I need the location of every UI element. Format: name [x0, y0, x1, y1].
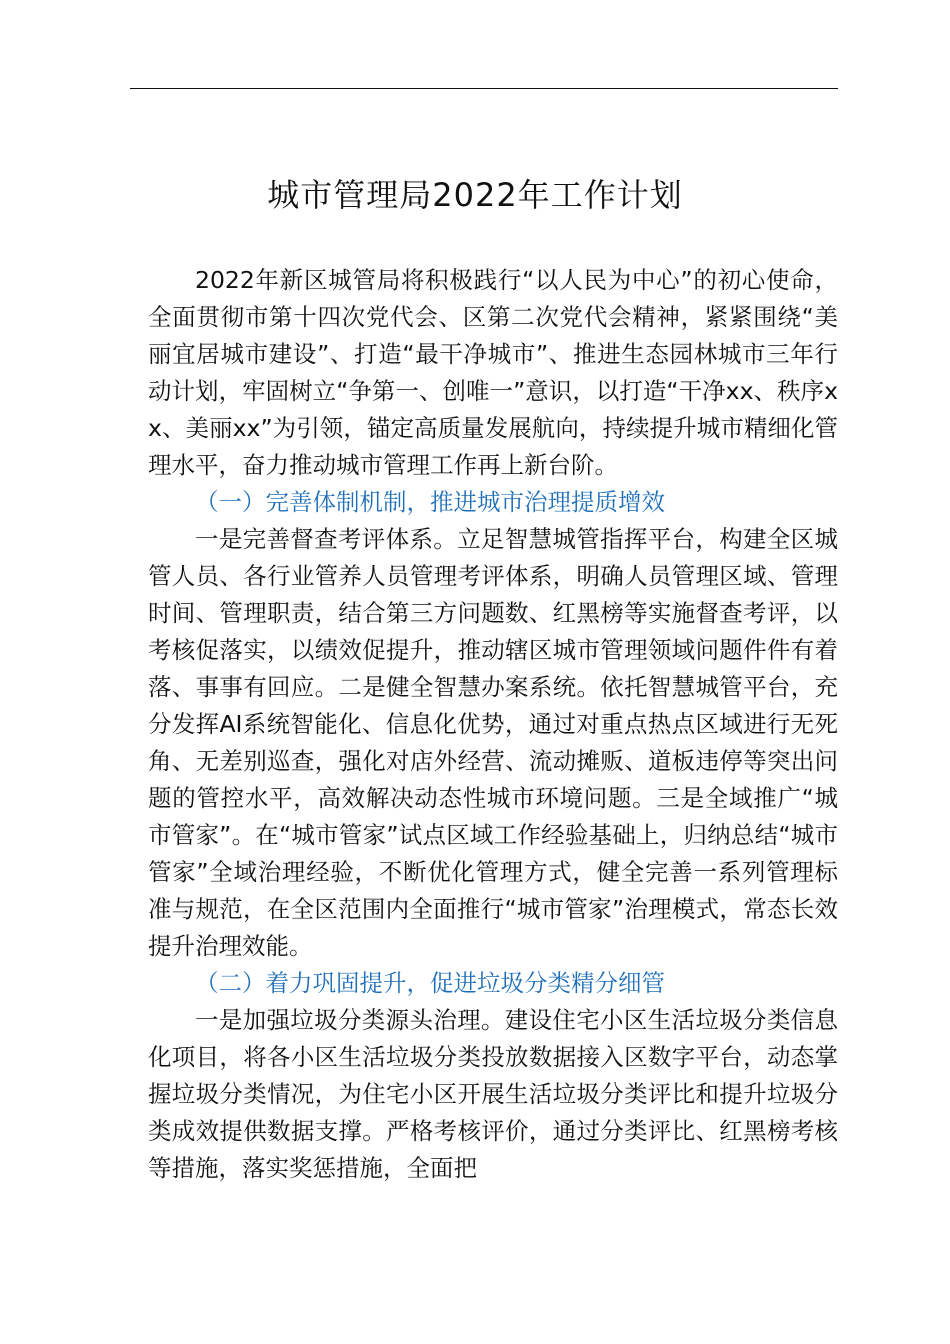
document-title: 城市管理局2022年工作计划: [267, 176, 683, 214]
section-heading-1: （一）完善体制机制，推进城市治理提质增效: [195, 488, 665, 516]
section-heading-2: （二）着力巩固提升，促进垃圾分类精分细管: [195, 969, 665, 997]
header-rule: [130, 88, 838, 89]
section-body-1: 一是完善督查考评体系。立足智慧城管指挥平台，构建全区城管人员、各行业管养人员管理考评体系，明确人员管理区域、管理时间、管理职责，结合第三方问题数、红黑榜等实施督查考评，以考核促落实，以绩效促提升，推动辖区城市管理领域问题件件有着落、事事有回应。二是健全智慧办案系统。依托智慧城管平台，充分发挥AI系统智能化、信息化优势，通过对重点热点区域进行无死角、无差别巡查，强化对店外经营、流动摊贩、道板违停等突出问题的管控水平，高效解决动态性城市环境问题。三是全域推广“城市管家”。在“城市管家”试点区域工作经验基础上，归纳总结“城市管家”全域治理经验，不断优化管理方式，健全完善一系列管理标准与规范，在全区范围内全面推行“城市管家”治理模式，常态长效提升治理效能。: [148, 525, 838, 960]
document-body: [148, 262, 838, 1187]
intro-paragraph: 2022年新区城管局将积极践行“以人民为中心”的初心使命，全面贯彻市第十四次党代会、区第二次党代会精神，紧紧围绕“美丽宜居城市建设”、打造“最干净城市”、推进生态园林城市三年行动计划，牢固树立“争第一、创唯一”意识，以打造“干净xx、秩序xx、美丽xx”为引领，锚定高质量发展航向，持续提升城市精细化管理水平，奋力推动城市管理工作再上新台阶。: [148, 266, 838, 479]
section-body-2: 一是加强垃圾分类源头治理。建设住宅小区生活垃圾分类信息化项目，将各小区生活垃圾分类投放数据接入区数字平台，动态掌握垃圾分类情况，为住宅小区开展生活垃圾分类评比和提升垃圾分类成效提供数据支撑。严格考核评价，通过分类评比、红黑榜考核等措施，落实奖惩措施，全面把: [148, 1006, 838, 1182]
